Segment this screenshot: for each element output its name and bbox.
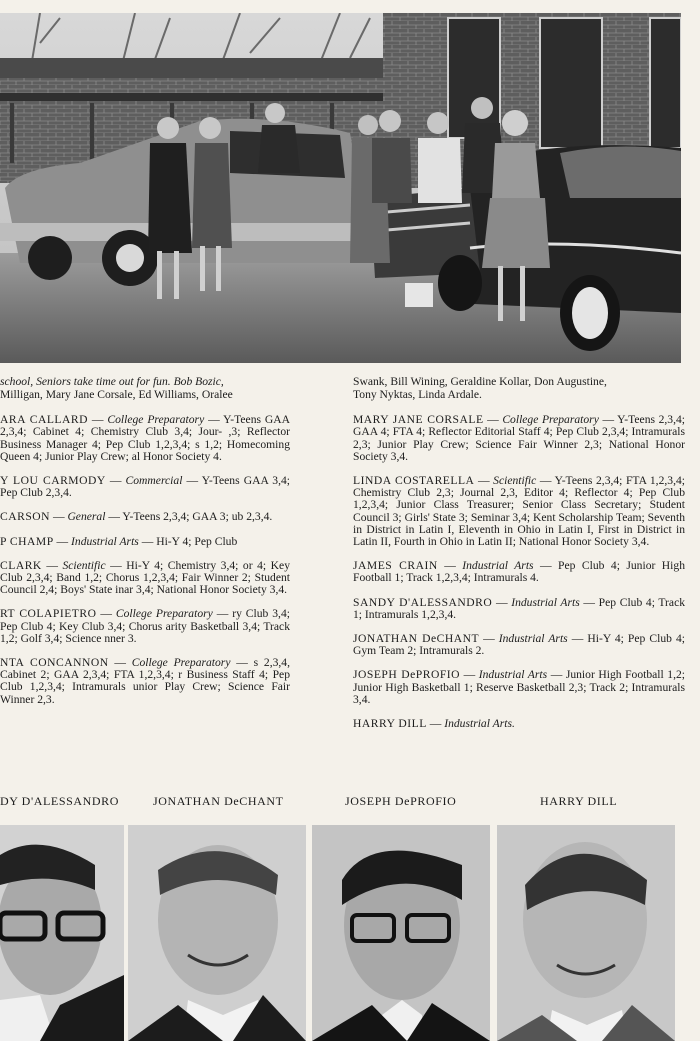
right-entry-5: JONATHAN DeCHANT — Industrial Arts — Hi-Y 4; Pep Club 4; Gym Team 2; Intramurals 2. xyxy=(353,632,685,658)
student-name: P CHAMP xyxy=(0,534,54,548)
left-entry-5: CLARK — Scientific — Hi-Y 4; Chemistry 3,4; or 4; Key Club 2,3,4; Band 1,2; Chorus 1,2,3,4; Fair Winner 2; Student Council 2,4; Boys' State inar 3,4; National Honor Society 3,4. xyxy=(0,558,290,597)
course-track: College Preparatory xyxy=(502,413,599,427)
group-photo xyxy=(0,13,681,363)
right-entry-3: JAMES CRAIN — Industrial Arts — Pep Club 4; Junior High Football 1; Track 1,2,3,4; Intramurals 4. xyxy=(353,559,685,585)
right-entry-7: HARRY DILL — Industrial Arts. xyxy=(353,717,515,731)
left-entry-3: CARSON — General — Y-Teens 2,3,4; GAA 3; ub 2,3,4. xyxy=(0,510,273,524)
course-track: Industrial Arts xyxy=(498,632,568,646)
group-photo-image xyxy=(0,13,681,363)
course-track: College Preparatory xyxy=(107,413,205,427)
caption-right xyxy=(353,376,685,401)
course-track: Industrial Arts xyxy=(511,595,580,609)
portrait-name-1: DY D'ALESSANDRO xyxy=(0,794,120,808)
left-entry-7: NTA CONCANNON — College Preparatory — s 2,3,4, Cabinet 2; GAA 2,3,4; FTA 1,2,3,4; r Business Staff 4; Pep Club 1,2,3,4; Intramurals unior Play Crew; Science Fair Winner 2,3. xyxy=(0,656,290,706)
course-track: College Preparatory xyxy=(115,607,213,621)
student-name: ARA CALLARD xyxy=(0,413,88,427)
course-track: Commercial xyxy=(125,474,183,487)
right-column xyxy=(353,376,685,742)
activities: — Y-Teens GAA 2,3,4; Cabinet 4; Chemistry Club 3,4; Jour- ,3; Reflector Business Manager 4; Pep Club 1,2,3,4; s 1,2; Homecoming Queen 4; Junior Play Crew; al Honor Society 4. xyxy=(0,413,290,463)
activities: — s 2,3,4, Cabinet 2; GAA 2,3,4; FTA 1,2,3,4; r Business Staff 4; Pep Club 1,2,3,4; Intramurals unior Play Crew; Science Fair Winner 2,3. xyxy=(0,656,290,706)
course-track: Scientific xyxy=(62,558,106,572)
student-name: HARRY DILL xyxy=(353,717,427,731)
right-entry-1: MARY JANE CORSALE — College Preparatory — Y-Teens 2,3,4; GAA 4; FTA 4; Reflector Editorial Staff 4; Pep Club 2,3,4; Intramurals 2,3; Junior Play Crew; Science Fair Winner 2,3; National Honor Society 3,4. xyxy=(353,413,685,463)
caption-left xyxy=(0,376,290,401)
student-name: JAMES CRAIN xyxy=(353,559,438,573)
portrait-name-4: HARRY DILL xyxy=(540,794,618,808)
activities: — Hi-Y 4; Chemistry 3,4; or 4; Key Club 2,3,4; Band 1,2; Chorus 1,2,3,4; Fair Winner 2; Student Council 2,4; Boys' State inar 3,4; National Honor Society 3,4. xyxy=(0,558,290,597)
student-name: CLARK xyxy=(0,558,42,572)
course-track: General xyxy=(67,510,106,524)
portrait-photo-1 xyxy=(0,825,124,1041)
activities: — Y-Teens 2,3,4; GAA 3; ub 2,3,4. xyxy=(108,510,273,524)
right-entry-4: SANDY D'ALESSANDRO — Industrial Arts — Pep Club 4; Track 1; Intramurals 1,2,3,4. xyxy=(353,595,686,621)
course-track: Scientific xyxy=(493,474,537,487)
student-name: JONATHAN DeCHANT xyxy=(353,632,480,646)
student-name: JOSEPH DePROFIO xyxy=(353,668,461,682)
portrait-name-3: JOSEPH DePROFIO xyxy=(345,794,457,808)
right-entry-6: JOSEPH DePROFIO — Industrial Arts — Junior High Football 1,2; Junior High Basketball 1; Reserve Basketball 2,3; Track 2; Intramurals 3,4. xyxy=(353,668,685,706)
course-track: College Preparatory xyxy=(131,656,231,670)
caption-left-line-2: Milligan, Mary Jane Corsale, Ed Williams, Oralee xyxy=(0,387,233,401)
activities: — Hi-Y 4; Pep Club xyxy=(141,534,238,548)
student-name: MARY JANE CORSALE xyxy=(353,413,484,427)
portrait-photo-4 xyxy=(497,825,675,1041)
student-name: NTA CONCANNON xyxy=(0,656,109,670)
student-name: Y LOU CARMODY xyxy=(0,474,106,487)
left-entry-1: ARA CALLARD — College Preparatory — Y-Teens GAA 2,3,4; Cabinet 4; Chemistry Club 3,4; Jour- ,3; Reflector Business Manager 4; Pep Club 1,2,3,4; s 1,2; Homecoming Queen 4; Junior Play Crew; al Honor Society 4. xyxy=(0,413,290,463)
student-name: CARSON xyxy=(0,510,51,524)
activities: — Y-Teens 2,3,4; GAA 4; FTA 4; Reflector Editorial Staff 4; Pep Club 2,3,4; Intramurals 2,3; Junior Play Crew; Science Fair Winner 2,3; National Honor Society 3,4. xyxy=(353,413,685,463)
left-entry-4: P CHAMP — Industrial Arts — Hi-Y 4; Pep Club xyxy=(0,534,238,548)
left-entry-2: Y LOU CARMODY — Commercial — Y-Teens GAA 3,4; Pep Club 2,3,4. xyxy=(0,474,290,500)
student-name: SANDY D'ALESSANDRO xyxy=(353,595,493,609)
activities: — Y-Teens 2,3,4; FTA 1,2,3,4; Chemistry Club 2,3; Journal 2,3, Editor 4; Reflector 4; Pep Club 1,2,3,4; Junior Class Treasurer; Senior Class Secretary; Student Council 3; Girls' State 3; Seminar 3,4; Kent Scholarship Team; Seventh in District in Latin I, Eleventh in Ohio in Latin I, First in District in Latin II, Fourth in Ohio in Latin II; National Honor Society 3,4. xyxy=(353,474,685,549)
student-name: LINDA COSTARELLA xyxy=(353,474,475,487)
caption-right-line-2: Tony Nyktas, Linda Ardale. xyxy=(353,387,482,401)
activities: — Pep Club 4; Track 1; Intramurals 1,2,3,4. xyxy=(353,595,686,621)
left-column xyxy=(0,376,290,718)
portrait-name-2: JONATHAN DeCHANT xyxy=(153,794,284,808)
activities: — Hi-Y 4; Pep Club 4; Gym Team 2; Intramurals 2. xyxy=(353,632,685,658)
right-entry-2: LINDA COSTARELLA — Scientific — Y-Teens 2,3,4; FTA 1,2,3,4; Chemistry Club 2,3; Journal 2,3, Editor 4; Reflector 4; Pep Club 1,2,3,4; Junior Class Treasurer; Senior Class Secretary; Student Council 3; Girls' State 3; Seminar 3,4; Kent Scholarship Team; Seventh in District in Latin I, Eleventh in Ohio in Latin I, First in District in Latin II, Fourth in Ohio in Latin II; National Honor Society 3,4. xyxy=(353,474,685,549)
activities: — Pep Club 4; Junior High Football 1; Track 1,2,3,4; Intramurals 4. xyxy=(353,559,685,585)
activities: — Junior High Football 1,2; Junior High Basketball 1; Reserve Basketball 2,3; Track 2; Intramurals 3,4. xyxy=(353,668,685,706)
student-name: RT COLAPIETRO xyxy=(0,607,97,621)
course-track: Industrial Arts xyxy=(462,559,534,573)
portrait-photo-2 xyxy=(128,825,306,1041)
caption-right-line-1: Swank, Bill Wining, Geraldine Kollar, Don Augustine, xyxy=(353,375,607,388)
caption-left-line-1: school, Seniors take time out for fun. Bob Bozic, xyxy=(0,376,224,388)
course-track: Industrial Arts xyxy=(71,534,139,548)
activities: — Y-Teens GAA 3,4; Pep Club 2,3,4. xyxy=(0,474,290,500)
course-track: Industrial Arts xyxy=(478,668,548,682)
activities: — ry Club 3,4; Pep Club 4; Key Club 3,4; Chorus arity Basketball 3,4; Track 1,2; Golf 3,4; Science nner 3. xyxy=(0,607,290,645)
portrait-photo-3 xyxy=(312,825,490,1041)
course-track: Industrial Arts. xyxy=(444,717,515,731)
left-entry-6: RT COLAPIETRO — College Preparatory — ry Club 3,4; Pep Club 4; Key Club 3,4; Chorus arity Basketball 3,4; Track 1,2; Golf 3,4; Science nner 3. xyxy=(0,607,290,645)
